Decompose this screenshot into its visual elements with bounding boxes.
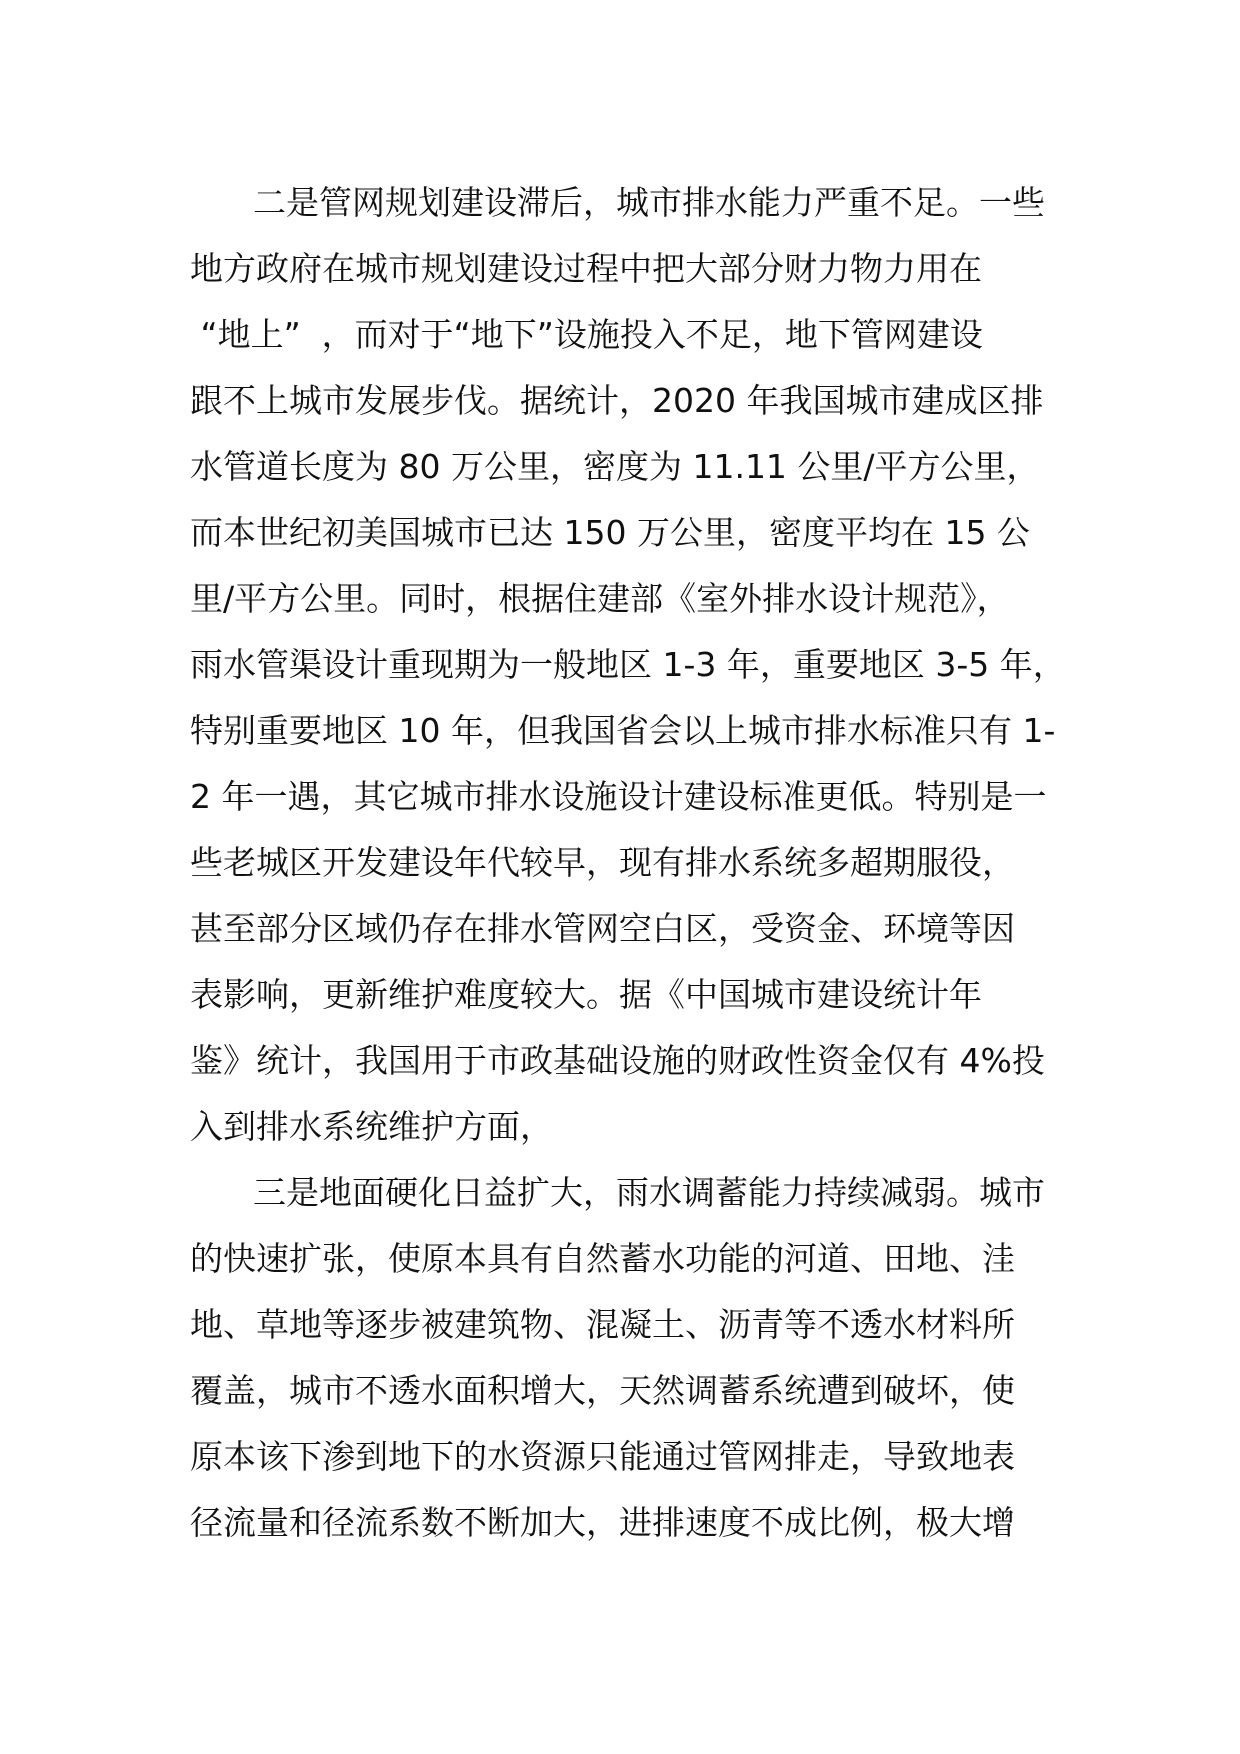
text-line: 水管道长度为 80 万公里，密度为 11.11 公里/平方公里， [190,447,1040,486]
text-line: 特别重要地区 10 年，但我国省会以上城市排水标准只有 1- [190,711,1056,750]
text-line: 地、草地等逐步被建筑物、混凝土、沥青等不透水材料所 [190,1305,1015,1344]
text-line: 的快速扩张，使原本具有自然蓄水功能的河道、田地、洼 [190,1239,1015,1278]
text-line: 二是管网规划建设滞后，城市排水能力严重不足。一些 [190,183,1045,222]
text-line: 跟不上城市发展步伐。据统计，2020 年我国城市建成区排 [190,381,1044,420]
text-line: 甚至部分区域仍存在排水管网空白区，受资金、环境等因 [190,909,1015,948]
text-line: 表影响，更新维护难度较大。据《中国城市建设统计年 [190,975,982,1014]
paragraph-ground-hardening [190,1160,1070,1556]
text-line: 入到排水系统维护方面， [190,1107,553,1146]
document-body [190,170,1070,1556]
text-line: 覆盖，城市不透水面积增大，天然调蓄系统遭到破坏，使 [190,1371,1015,1410]
paragraph-drainage-network [190,170,1070,1160]
text-line: 雨水管渠设计重现期为一般地区 1-3 年，重要地区 3-5 年， [190,645,1066,684]
text-line: 2 年一遇，其它城市排水设施设计建设标准更低。特别是一 [190,777,1047,816]
text-line: 鉴》统计，我国用于市政基础设施的财政性资金仅有 4%投 [190,1041,1045,1080]
text-line: 三是地面硬化日益扩大，雨水调蓄能力持续减弱。城市 [190,1173,1045,1212]
text-line: 原本该下渗到地下的水资源只能通过管网排走，导致地表 [190,1437,1015,1476]
text-line: 里/平方公里。同时，根据住建部《室外排水设计规范》， [190,579,1010,618]
text-line: 而本世纪初美国城市已达 150 万公里，密度平均在 15 公 [190,513,1030,552]
text-line: 径流量和径流系数不断加大，进排速度不成比例，极大增 [190,1503,1015,1542]
text-line: “地上” ，而对于“地下”设施投入不足，地下管网建设 [190,315,983,354]
text-line: 些老城区开发建设年代较早，现有排水系统多超期服役， [190,843,1015,882]
text-line: 地方政府在城市规划建设过程中把大部分财力物力用在 [190,249,982,288]
